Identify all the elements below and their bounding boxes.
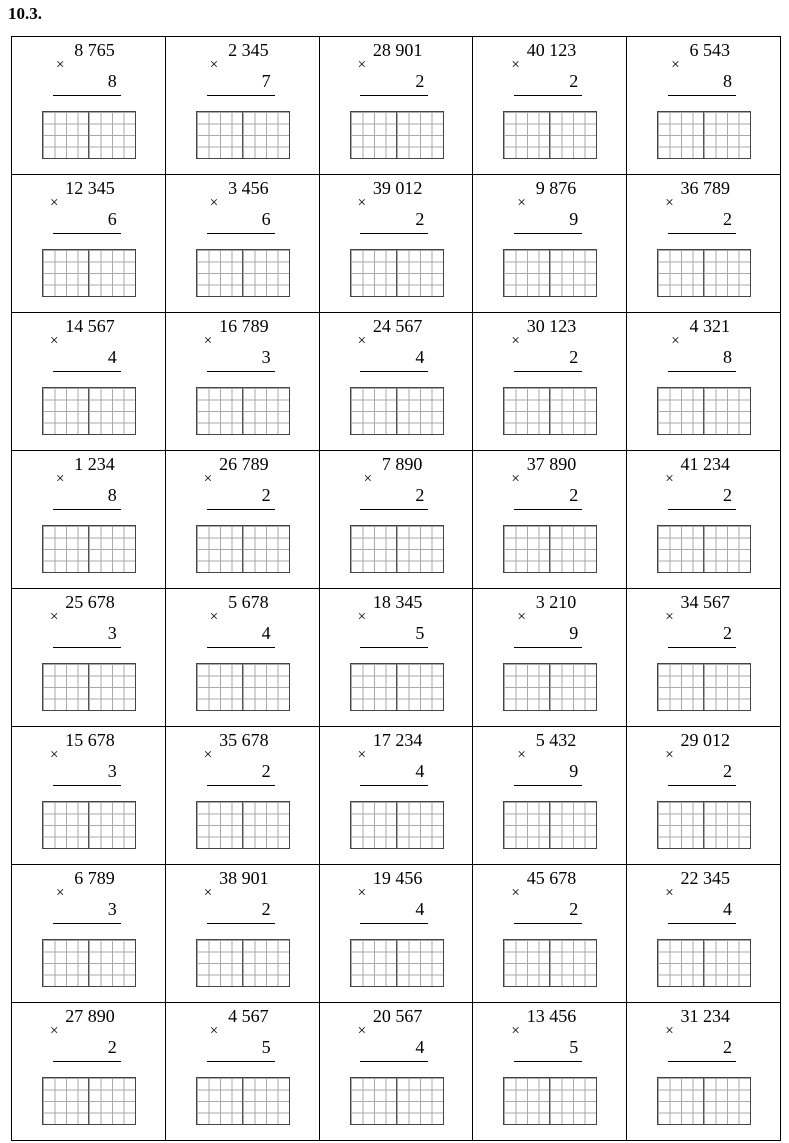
multiply-sign: × xyxy=(665,609,674,625)
problem-cell xyxy=(473,589,627,727)
multiplicand: 3 210 xyxy=(535,592,577,612)
multiply-sign: × xyxy=(671,57,680,73)
answer-grid[interactable] xyxy=(503,111,597,159)
answer-grid[interactable] xyxy=(42,525,136,573)
multiplication-problem xyxy=(12,451,165,588)
multiplication-problem xyxy=(12,313,165,450)
answer-grid[interactable] xyxy=(657,1077,751,1125)
problem-cell xyxy=(165,1003,319,1141)
answer-grid[interactable] xyxy=(42,939,136,987)
result-line xyxy=(207,233,275,234)
problem-cell xyxy=(627,37,781,175)
answer-grid[interactable] xyxy=(350,939,444,987)
answer-grid[interactable] xyxy=(196,249,290,297)
multiplicand: 18 345 xyxy=(372,592,423,612)
multiplier: 2 xyxy=(723,1037,732,1057)
multiply-sign: × xyxy=(50,333,59,349)
multiply-sign: × xyxy=(665,885,674,901)
multiplication-problem xyxy=(473,865,626,1002)
result-line xyxy=(53,923,121,924)
multiplier: 5 xyxy=(261,1037,271,1057)
multiply-sign: × xyxy=(203,471,213,487)
multiplier: 4 xyxy=(107,347,117,367)
multiply-sign: × xyxy=(50,1023,59,1039)
problem-cell xyxy=(473,865,627,1003)
problem-cell xyxy=(12,865,166,1003)
answer-grid[interactable] xyxy=(42,387,136,435)
result-line xyxy=(514,509,582,510)
problem-cell xyxy=(473,37,627,175)
multiplicand: 3 456 xyxy=(228,178,269,198)
multiplier: 3 xyxy=(261,347,271,367)
multiplicand: 24 567 xyxy=(372,316,423,336)
problem-cell xyxy=(627,175,781,313)
result-line xyxy=(207,1061,275,1062)
multiplicand: 26 789 xyxy=(219,454,269,474)
multiply-sign: × xyxy=(671,333,680,349)
multiply-sign: × xyxy=(517,195,526,211)
exercise-number: 10.3. xyxy=(8,4,42,23)
multiplication-problem xyxy=(320,727,473,864)
problem-cell xyxy=(627,865,781,1003)
answer-grid[interactable] xyxy=(350,249,444,297)
problem-cell xyxy=(319,727,473,865)
problem-cell xyxy=(627,589,781,727)
multiply-sign: × xyxy=(357,885,367,901)
multiplicand: 30 123 xyxy=(526,316,577,336)
multiplicand: 4 567 xyxy=(228,1006,269,1026)
answer-grid[interactable] xyxy=(196,663,290,711)
multiplication-problem xyxy=(320,1003,473,1140)
multiplier: 9 xyxy=(569,623,579,643)
multiply-sign: × xyxy=(665,747,674,763)
result-line xyxy=(53,233,121,234)
problems-row xyxy=(12,313,781,451)
answer-grid[interactable] xyxy=(350,525,444,573)
problems-row xyxy=(12,175,781,313)
multiplier: 5 xyxy=(569,1037,579,1057)
answer-grid[interactable] xyxy=(503,939,597,987)
answer-grid[interactable] xyxy=(196,939,290,987)
result-line xyxy=(207,785,275,786)
answer-grid[interactable] xyxy=(503,525,597,573)
multiplier: 2 xyxy=(107,1037,117,1057)
result-line xyxy=(207,371,275,372)
multiply-sign: × xyxy=(357,57,367,73)
multiplication-problem xyxy=(473,1003,626,1140)
problem-cell xyxy=(627,727,781,865)
answer-grid[interactable] xyxy=(350,801,444,849)
result-line xyxy=(53,1061,121,1062)
result-line xyxy=(360,509,428,510)
multiply-sign: × xyxy=(56,471,65,487)
multiplication-problem xyxy=(320,451,473,588)
result-line xyxy=(668,233,736,234)
result-line xyxy=(53,95,121,96)
multiplication-problem xyxy=(166,1003,319,1140)
multiply-sign: × xyxy=(511,885,520,901)
result-line xyxy=(514,95,582,96)
answer-grid[interactable] xyxy=(503,1077,597,1125)
answer-grid[interactable] xyxy=(196,525,290,573)
result-line xyxy=(668,785,736,786)
multiplier: 9 xyxy=(569,209,579,229)
multiplicand: 19 456 xyxy=(372,868,423,888)
multiplier: 8 xyxy=(723,347,732,367)
multiplication-problem xyxy=(166,313,319,450)
problem-cell xyxy=(319,589,473,727)
result-line xyxy=(360,785,428,786)
multiplicand: 35 678 xyxy=(219,730,269,750)
multiplier: 5 xyxy=(415,623,425,643)
problems-row xyxy=(12,37,781,175)
answer-grid[interactable] xyxy=(657,111,751,159)
multiplier: 2 xyxy=(569,347,579,367)
multiplication-problem xyxy=(320,589,473,726)
multiply-sign: × xyxy=(665,195,674,211)
answer-grid[interactable] xyxy=(657,663,751,711)
answer-grid[interactable] xyxy=(503,249,597,297)
multiply-sign: × xyxy=(56,885,65,901)
result-line xyxy=(360,1061,428,1062)
multiply-sign: × xyxy=(357,333,367,349)
multiply-sign: × xyxy=(357,195,367,211)
result-line xyxy=(360,95,428,96)
result-line xyxy=(514,1061,582,1062)
multiplicand: 25 678 xyxy=(65,592,115,612)
multiplier: 2 xyxy=(261,899,271,919)
multiply-sign: × xyxy=(203,333,213,349)
multiplicand: 40 123 xyxy=(526,40,577,60)
multiplication-problem xyxy=(12,175,165,312)
multiplicand: 37 890 xyxy=(526,454,577,474)
multiply-sign: × xyxy=(357,1023,367,1039)
multiply-sign: × xyxy=(511,1023,520,1039)
problem-cell xyxy=(165,175,319,313)
multiply-sign: × xyxy=(209,195,219,211)
answer-grid[interactable] xyxy=(657,525,751,573)
result-line xyxy=(53,509,121,510)
result-line xyxy=(514,785,582,786)
problem-cell xyxy=(473,313,627,451)
problem-cell xyxy=(627,313,781,451)
multiplication-problem xyxy=(473,589,626,726)
multiplication-problem xyxy=(12,589,165,726)
problem-cell xyxy=(627,451,781,589)
result-line xyxy=(668,923,736,924)
result-line xyxy=(207,923,275,924)
multiplication-problem xyxy=(473,727,626,864)
multiplier: 3 xyxy=(107,899,117,919)
multiplier: 7 xyxy=(261,71,271,91)
multiply-sign: × xyxy=(203,747,213,763)
result-line xyxy=(53,647,121,648)
problem-cell xyxy=(12,175,166,313)
multiplier: 2 xyxy=(723,209,732,229)
answer-grid[interactable] xyxy=(42,249,136,297)
multiplication-problem xyxy=(166,727,319,864)
multiplicand: 2 345 xyxy=(228,40,269,60)
multiply-sign: × xyxy=(511,333,520,349)
multiply-sign: × xyxy=(50,195,59,211)
multiply-sign: × xyxy=(203,885,213,901)
multiplication-problem xyxy=(627,175,780,312)
multiplier: 8 xyxy=(723,71,732,91)
multiplicand: 1 234 xyxy=(74,454,115,474)
multiplication-problem xyxy=(627,37,780,174)
multiplier: 4 xyxy=(723,899,732,919)
problems-row xyxy=(12,865,781,1003)
multiplier: 2 xyxy=(569,899,579,919)
multiply-sign: × xyxy=(665,471,674,487)
problems-row xyxy=(12,451,781,589)
problem-cell xyxy=(165,865,319,1003)
multiplier: 8 xyxy=(107,485,117,505)
multiplier: 4 xyxy=(415,899,425,919)
problem-cell xyxy=(319,37,473,175)
problem-cell xyxy=(12,451,166,589)
result-line xyxy=(514,647,582,648)
problem-cell xyxy=(12,1003,166,1141)
problem-cell xyxy=(12,37,166,175)
multiplication-problem xyxy=(166,37,319,174)
multiplier: 2 xyxy=(723,761,732,781)
problem-cell xyxy=(319,1003,473,1141)
multiply-sign: × xyxy=(209,57,219,73)
multiply-sign: × xyxy=(665,1023,674,1039)
result-line xyxy=(668,647,736,648)
answer-grid[interactable] xyxy=(503,663,597,711)
answer-grid[interactable] xyxy=(503,801,597,849)
multiplicand: 7 890 xyxy=(381,454,423,474)
result-line xyxy=(360,233,428,234)
problem-cell xyxy=(319,865,473,1003)
problem-cell xyxy=(473,727,627,865)
result-line xyxy=(360,371,428,372)
result-line xyxy=(514,233,582,234)
multiplier: 6 xyxy=(261,209,271,229)
problems-row xyxy=(12,1003,781,1141)
multiplication-problem xyxy=(627,589,780,726)
multiplier: 3 xyxy=(107,623,117,643)
multiply-sign: × xyxy=(50,609,59,625)
multiply-sign: × xyxy=(511,471,520,487)
multiplicand: 5 678 xyxy=(228,592,269,612)
problem-cell xyxy=(319,175,473,313)
multiplier: 8 xyxy=(107,71,117,91)
multiplicand: 41 234 xyxy=(680,454,730,474)
problem-cell xyxy=(165,37,319,175)
problem-cell xyxy=(12,313,166,451)
multiply-sign: × xyxy=(357,747,367,763)
multiplicand: 6 543 xyxy=(689,40,730,60)
problem-cell xyxy=(12,727,166,865)
result-line xyxy=(207,509,275,510)
multiplier: 2 xyxy=(569,71,579,91)
multiplier: 2 xyxy=(415,485,425,505)
result-line xyxy=(360,647,428,648)
result-line xyxy=(514,923,582,924)
answer-grid[interactable] xyxy=(42,1077,136,1125)
multiplier: 4 xyxy=(415,347,425,367)
multiplicand: 14 567 xyxy=(65,316,115,336)
answer-grid[interactable] xyxy=(350,387,444,435)
answer-grid[interactable] xyxy=(657,939,751,987)
multiplicand: 5 432 xyxy=(535,730,577,750)
problem-cell xyxy=(473,1003,627,1141)
multiplicand: 4 321 xyxy=(689,316,730,336)
multiplicand: 38 901 xyxy=(219,868,269,888)
multiplier: 2 xyxy=(569,485,579,505)
multiplier: 2 xyxy=(261,485,271,505)
multiplicand: 6 789 xyxy=(74,868,115,888)
multiplicand: 13 456 xyxy=(526,1006,577,1026)
multiplicand: 29 012 xyxy=(680,730,730,750)
problem-cell xyxy=(165,313,319,451)
result-line xyxy=(668,1061,736,1062)
multiplier: 6 xyxy=(107,209,117,229)
answer-grid[interactable] xyxy=(657,249,751,297)
multiplication-problem xyxy=(320,865,473,1002)
multiplication-problem xyxy=(12,727,165,864)
problems-row xyxy=(12,589,781,727)
multiply-sign: × xyxy=(209,609,219,625)
multiplicand: 22 345 xyxy=(680,868,730,888)
multiplication-problem xyxy=(166,589,319,726)
multiply-sign: × xyxy=(56,57,65,73)
result-line xyxy=(668,95,736,96)
multiplier: 9 xyxy=(569,761,579,781)
multiplier: 2 xyxy=(723,485,732,505)
multiplicand: 31 234 xyxy=(680,1006,730,1026)
multiplication-problem xyxy=(12,865,165,1002)
problem-cell xyxy=(473,175,627,313)
multiplier: 2 xyxy=(415,71,425,91)
multiplication-problem xyxy=(627,313,780,450)
multiplication-problem xyxy=(320,313,473,450)
answer-grid[interactable] xyxy=(196,801,290,849)
answer-grid[interactable] xyxy=(350,663,444,711)
problem-cell xyxy=(165,727,319,865)
result-line xyxy=(53,371,121,372)
answer-grid[interactable] xyxy=(657,801,751,849)
multiplicand: 36 789 xyxy=(680,178,730,198)
problems-row xyxy=(12,727,781,865)
multiplier: 2 xyxy=(261,761,271,781)
problem-cell xyxy=(627,1003,781,1141)
multiplier: 4 xyxy=(415,1037,425,1057)
multiplicand: 16 789 xyxy=(219,316,269,336)
result-line xyxy=(53,785,121,786)
multiplication-problem xyxy=(320,37,473,174)
answer-grid[interactable] xyxy=(350,111,444,159)
multiplication-problem xyxy=(166,175,319,312)
multiplicand: 9 876 xyxy=(535,178,577,198)
multiplicand: 20 567 xyxy=(372,1006,423,1026)
multiplication-problem xyxy=(166,451,319,588)
answer-grid[interactable] xyxy=(196,111,290,159)
result-line xyxy=(668,509,736,510)
result-line xyxy=(207,95,275,96)
answer-grid[interactable] xyxy=(42,111,136,159)
multiplicand: 39 012 xyxy=(372,178,423,198)
problem-cell xyxy=(473,451,627,589)
result-line xyxy=(207,647,275,648)
multiply-sign: × xyxy=(209,1023,219,1039)
problem-cell xyxy=(319,451,473,589)
multiplier: 4 xyxy=(261,623,271,643)
multiplier: 4 xyxy=(415,761,425,781)
multiplicand: 15 678 xyxy=(65,730,115,750)
multiplicand: 27 890 xyxy=(65,1006,115,1026)
problem-cell xyxy=(319,313,473,451)
multiplication-problem xyxy=(627,1003,780,1140)
answer-grid[interactable] xyxy=(196,1077,290,1125)
problems-grid xyxy=(11,36,781,1141)
multiplication-problem xyxy=(166,865,319,1002)
multiplicand: 17 234 xyxy=(372,730,423,750)
multiplier: 2 xyxy=(723,623,732,643)
multiply-sign: × xyxy=(357,609,367,625)
multiplication-problem xyxy=(473,175,626,312)
multiply-sign: × xyxy=(517,747,526,763)
multiply-sign: × xyxy=(511,57,520,73)
multiply-sign: × xyxy=(517,609,526,625)
answer-grid[interactable] xyxy=(42,663,136,711)
answer-grid[interactable] xyxy=(42,801,136,849)
multiply-sign: × xyxy=(363,471,373,487)
problem-cell xyxy=(12,589,166,727)
answer-grid[interactable] xyxy=(196,387,290,435)
result-line xyxy=(360,923,428,924)
answer-grid[interactable] xyxy=(503,387,597,435)
multiply-sign: × xyxy=(50,747,59,763)
problem-cell xyxy=(165,589,319,727)
multiplication-problem xyxy=(12,1003,165,1140)
multiplicand: 34 567 xyxy=(680,592,730,612)
multiplication-problem xyxy=(627,451,780,588)
answer-grid[interactable] xyxy=(350,1077,444,1125)
multiplication-problem xyxy=(627,865,780,1002)
answer-grid[interactable] xyxy=(657,387,751,435)
multiplication-problem xyxy=(627,727,780,864)
multiplication-problem xyxy=(473,451,626,588)
multiplicand: 8 765 xyxy=(74,40,115,60)
multiplication-problem xyxy=(473,37,626,174)
multiplication-problem xyxy=(473,313,626,450)
multiplicand: 45 678 xyxy=(526,868,577,888)
multiplication-problem xyxy=(12,37,165,174)
multiplicand: 12 345 xyxy=(65,178,115,198)
multiplier: 3 xyxy=(107,761,117,781)
result-line xyxy=(668,371,736,372)
multiplication-problem xyxy=(320,175,473,312)
multiplier: 2 xyxy=(415,209,425,229)
result-line xyxy=(514,371,582,372)
multiplicand: 28 901 xyxy=(372,40,423,60)
problem-cell xyxy=(165,451,319,589)
